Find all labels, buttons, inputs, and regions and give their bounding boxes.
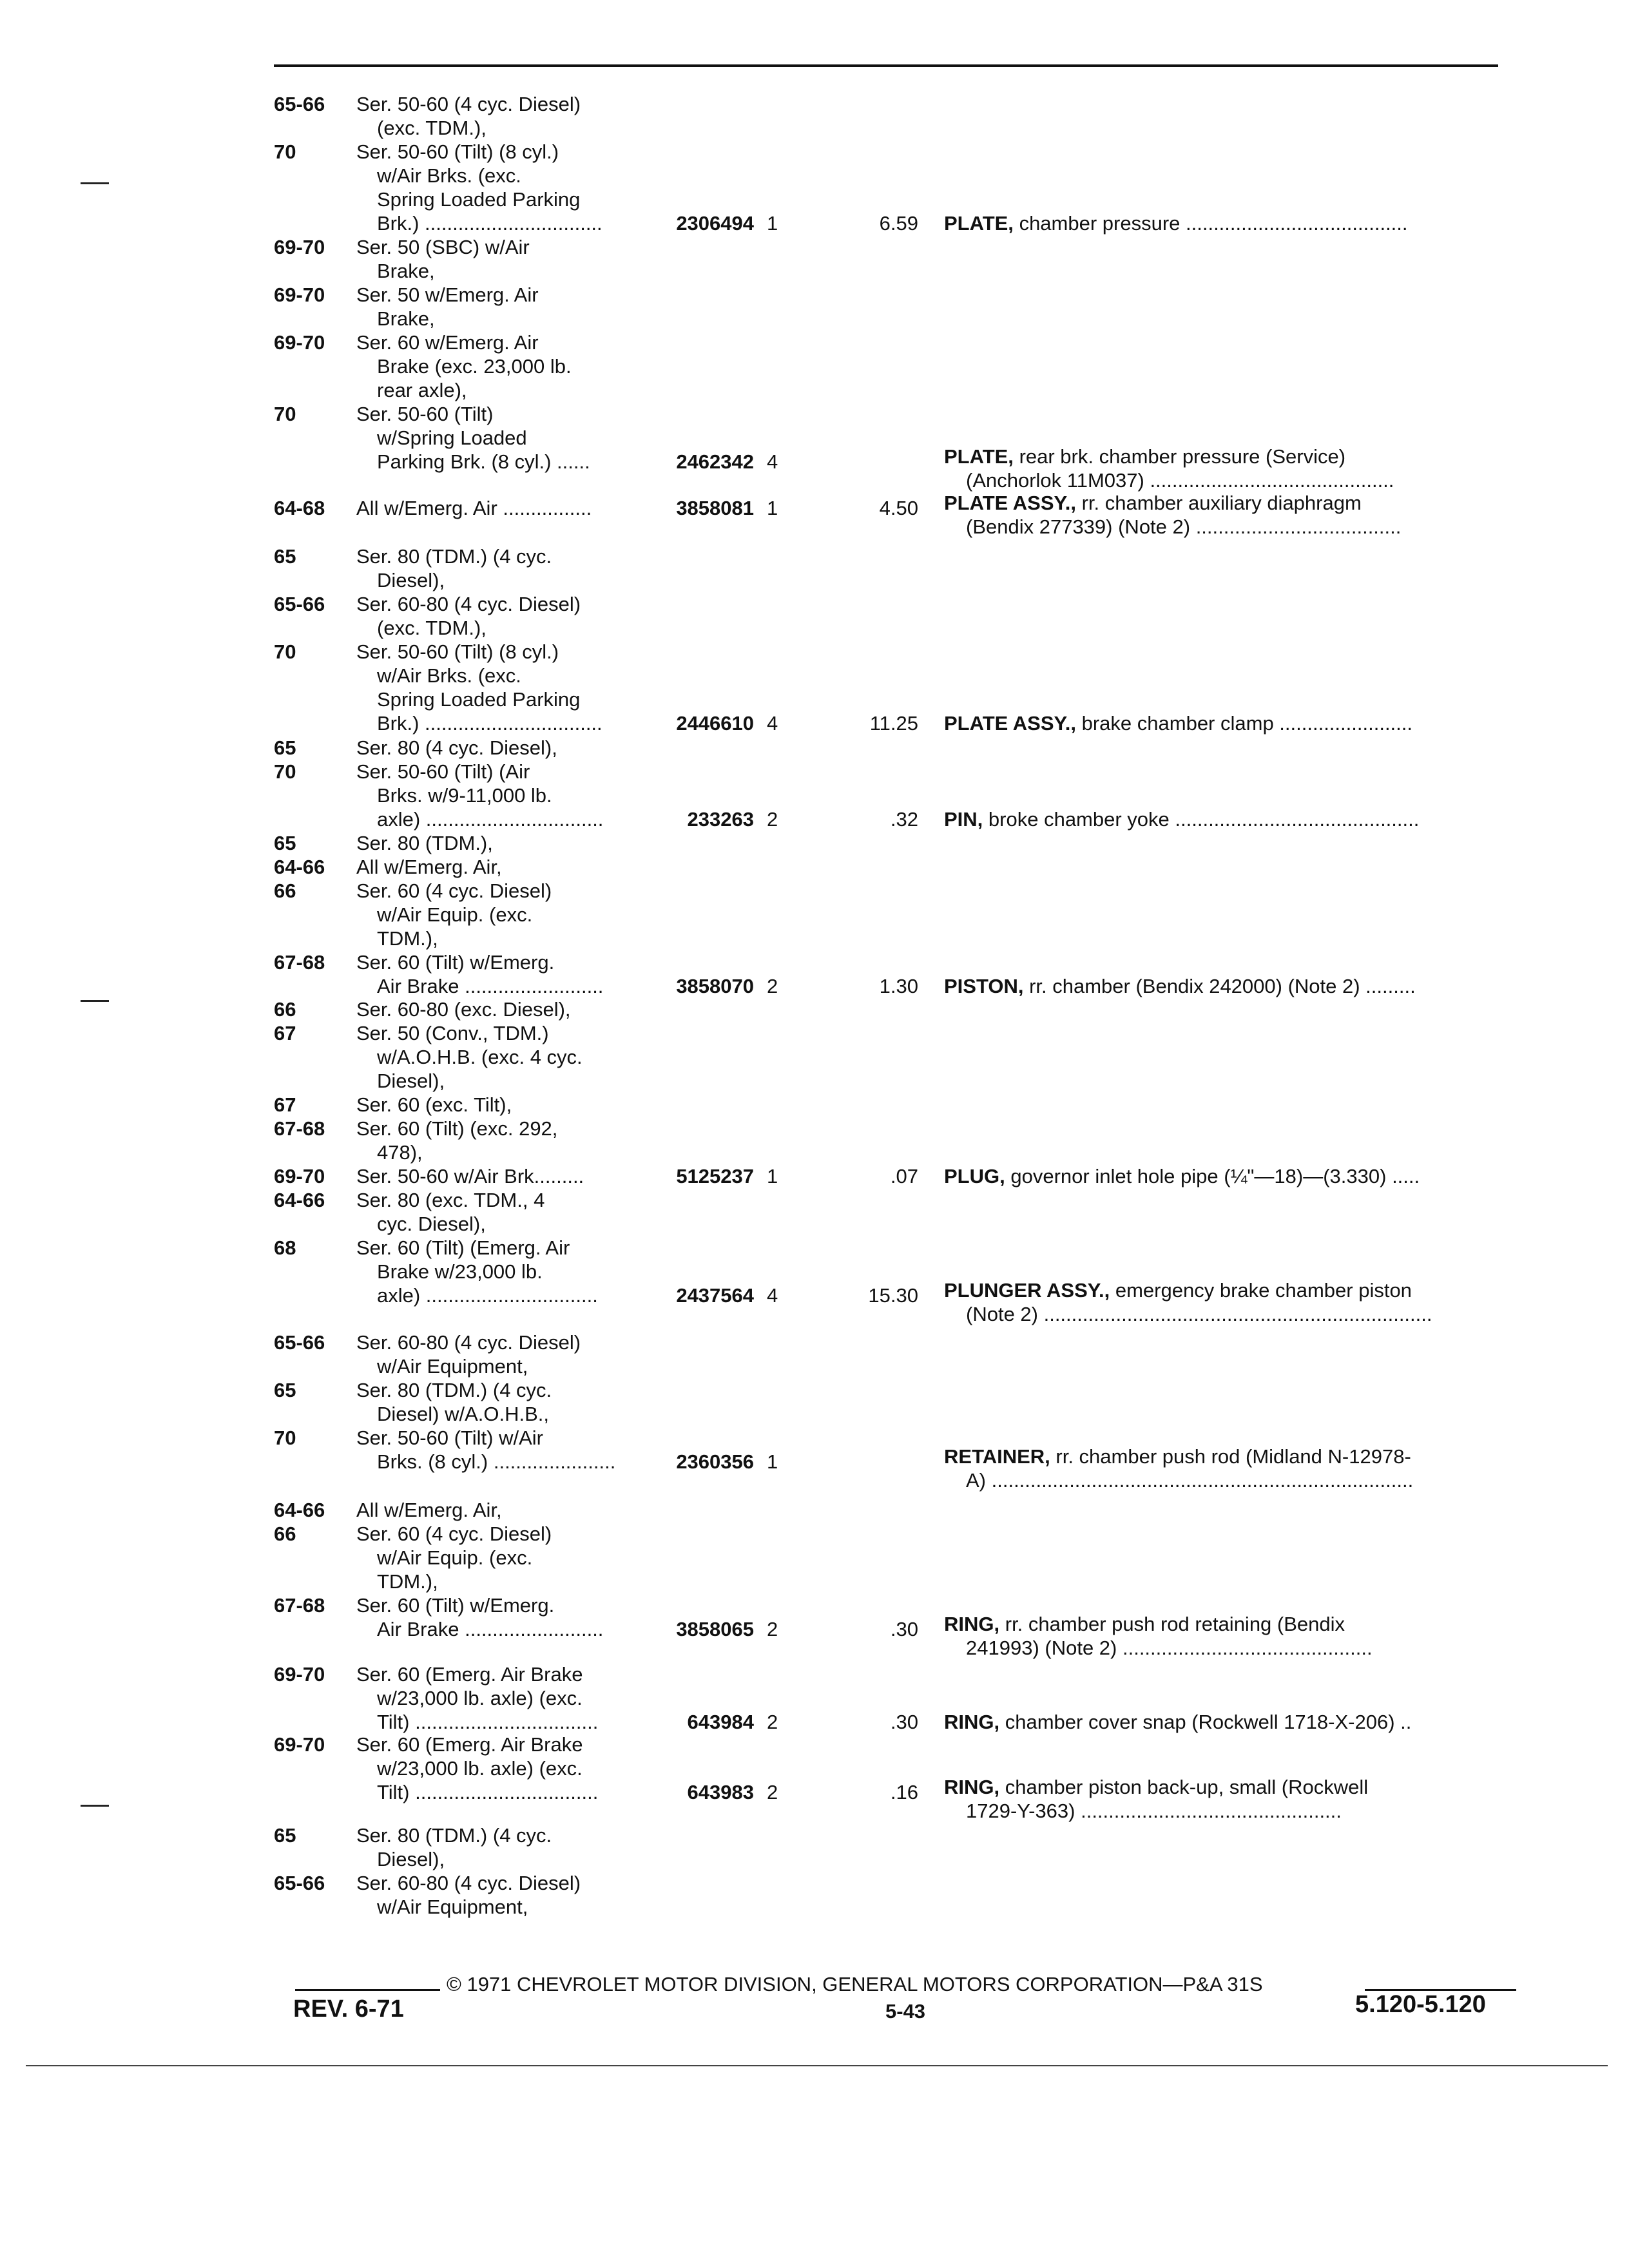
applicability-text — [356, 140, 650, 235]
applicability-text — [356, 1522, 650, 1593]
part-description-line — [944, 1612, 1521, 1636]
model-years: 67-68 — [274, 1117, 325, 1140]
part-name: RING, — [944, 1613, 1000, 1635]
part-description-text: governor inlet hole pipe (¼"—18)—(3.330) ..... — [1010, 1165, 1420, 1187]
part-description-text: rr. chamber (Bendix 242000) (Note 2) ......... — [1029, 975, 1416, 997]
applicability-line: Ser. 50-60 (Tilt) (8 cyl.) — [356, 640, 559, 663]
part-description-line — [944, 1278, 1521, 1302]
applicability-line: Ser. 50-60 (4 cyc. Diesel) — [356, 93, 581, 115]
applicability-line: axle) ............................... — [377, 1284, 598, 1307]
applicability-text — [356, 1426, 650, 1474]
applicability-line: Ser. 60 (Emerg. Air Brake — [356, 1663, 583, 1686]
section-number: 5.120-5.120 — [1355, 1991, 1486, 2018]
part-description-line — [944, 515, 1521, 539]
model-years: 65-66 — [274, 1331, 325, 1354]
applicability-text — [356, 950, 650, 998]
applicability-line: Tilt) ................................. — [377, 1711, 599, 1733]
price: .16 — [890, 1781, 918, 1803]
applicability-line: Diesel), — [377, 1070, 445, 1092]
part-number: 3858065 — [676, 1618, 754, 1640]
model-years: 70 — [274, 640, 296, 663]
applicability-line: Ser. 80 (TDM.) (4 cyc. — [356, 1824, 552, 1847]
part-name: PIN, — [944, 808, 983, 831]
part-description-text: rr. chamber auxiliary diaphragm — [1081, 492, 1362, 514]
quantity: 4 — [767, 1284, 778, 1307]
part-description-line — [944, 1468, 1521, 1492]
margin-tick — [81, 182, 109, 184]
part-description-text: A) ............................................................................ — [966, 1469, 1414, 1492]
applicability-text — [356, 283, 650, 331]
applicability-line: w/23,000 lb. axle) (exc. — [377, 1687, 583, 1709]
applicability-line: Ser. 50 (SBC) w/Air — [356, 236, 530, 258]
quantity: 4 — [767, 712, 778, 735]
page-number: 5-43 — [885, 2000, 926, 2023]
applicability-text — [356, 331, 650, 402]
applicability-line: Air Brake ......................... — [377, 1618, 604, 1640]
applicability-text — [356, 879, 650, 950]
part-description-text: chamber pressure ........................................ — [1019, 212, 1408, 235]
part-number: 643984 — [687, 1711, 754, 1733]
applicability-line: w/Air Equipment, — [377, 1896, 528, 1918]
part-description-line — [944, 711, 1521, 735]
model-years: 67-68 — [274, 951, 325, 974]
price: .30 — [890, 1618, 918, 1640]
part-description-line — [944, 1710, 1521, 1734]
quantity: 2 — [767, 1711, 778, 1733]
applicability-line: Ser. 60 (Tilt) (Emerg. Air — [356, 1236, 570, 1259]
model-years: 69-70 — [274, 331, 325, 354]
part-number: 2462342 — [676, 450, 754, 473]
model-years: 66 — [274, 879, 296, 902]
part-name: RING, — [944, 1711, 1000, 1733]
applicability-line: Brks. (8 cyl.) ...................... — [377, 1450, 616, 1473]
part-name: PLATE, — [944, 212, 1014, 235]
applicability-text — [356, 1188, 650, 1236]
applicability-line: Ser. 80 (TDM.), — [356, 832, 493, 854]
applicability-text — [356, 831, 650, 855]
applicability-text — [356, 1823, 650, 1871]
model-years: 66 — [274, 1523, 296, 1545]
applicability-line: Ser. 80 (TDM.) (4 cyc. — [356, 1379, 552, 1401]
applicability-line: Ser. 60 (Tilt) w/Emerg. — [356, 1594, 555, 1617]
part-description-line — [944, 1799, 1521, 1823]
part-name: RETAINER, — [944, 1445, 1050, 1468]
applicability-line: Parking Brk. (8 cyl.) ...... — [377, 450, 590, 473]
applicability-text — [356, 855, 650, 879]
applicability-line: Ser. 60 (4 cyc. Diesel) — [356, 1523, 552, 1545]
model-years: 70 — [274, 403, 296, 425]
price: 6.59 — [879, 212, 918, 235]
price: .30 — [890, 1711, 918, 1733]
applicability-line: w/Air Brks. (exc. — [377, 164, 521, 187]
part-description-line — [944, 1164, 1521, 1188]
model-years: 64-66 — [274, 1189, 325, 1211]
applicability-line: All w/Emerg. Air ................ — [356, 497, 592, 519]
applicability-line: Brake w/23,000 lb. — [377, 1260, 543, 1283]
part-description — [944, 974, 1521, 998]
model-years: 65 — [274, 1824, 296, 1847]
quantity: 1 — [767, 1165, 778, 1187]
model-years: 65 — [274, 545, 296, 568]
part-name: PLUG, — [944, 1165, 1005, 1187]
margin-tick — [81, 1000, 109, 1002]
part-number: 3858081 — [676, 497, 754, 519]
part-description-text: emergency brake chamber piston — [1115, 1279, 1412, 1302]
part-description-text: 241993) (Note 2) ............................................. — [966, 1637, 1373, 1659]
part-number: 2437564 — [676, 1284, 754, 1307]
copyright-line: © 1971 CHEVROLET MOTOR DIVISION, GENERAL MOTORS CORPORATION—P&A 31S — [447, 1973, 1263, 1995]
footer-rule-left — [295, 1989, 440, 1991]
part-description — [944, 1164, 1521, 1188]
applicability-line: Ser. 50-60 (Tilt) — [356, 403, 494, 425]
quantity: 1 — [767, 212, 778, 235]
top-rule — [274, 64, 1498, 67]
applicability-text — [356, 92, 650, 140]
part-description-line — [944, 1775, 1521, 1799]
applicability-text — [356, 997, 650, 1021]
part-description — [944, 1710, 1521, 1734]
applicability-line: Ser. 60 (Tilt) (exc. 292, — [356, 1117, 558, 1140]
part-number: 233263 — [687, 808, 754, 831]
applicability-line: Ser. 60 (Tilt) w/Emerg. — [356, 951, 555, 974]
part-description — [944, 1612, 1521, 1660]
applicability-text — [356, 402, 650, 474]
applicability-line: Ser. 60 (4 cyc. Diesel) — [356, 879, 552, 902]
price: 11.25 — [869, 712, 918, 735]
applicability-line: Ser. 60 w/Emerg. Air — [356, 331, 539, 354]
part-description-text: chamber piston back-up, small (Rockwell — [1005, 1776, 1369, 1798]
applicability-text — [356, 1093, 650, 1117]
applicability-text — [356, 1117, 650, 1164]
applicability-line: Ser. 60 (exc. Tilt), — [356, 1093, 512, 1116]
applicability-line: Tilt) ................................. — [377, 1781, 599, 1803]
model-years: 69-70 — [274, 284, 325, 306]
part-description-line — [944, 1445, 1521, 1468]
model-years: 70 — [274, 760, 296, 783]
model-years: 64-68 — [274, 497, 325, 519]
part-name: PLATE ASSY., — [944, 712, 1076, 735]
model-years: 68 — [274, 1236, 296, 1259]
applicability-text — [356, 1662, 650, 1734]
part-name: PLUNGER ASSY., — [944, 1279, 1110, 1302]
applicability-line: Ser. 50-60 (Tilt) (8 cyl.) — [356, 140, 559, 163]
model-years: 64-66 — [274, 856, 325, 878]
part-description-line — [944, 445, 1521, 468]
part-description-text: broke chamber yoke ............................................ — [988, 808, 1420, 831]
applicability-line: Ser. 60-80 (4 cyc. Diesel) — [356, 1872, 581, 1894]
applicability-line: cyc. Diesel), — [377, 1213, 486, 1235]
model-years: 70 — [274, 140, 296, 163]
quantity: 2 — [767, 975, 778, 997]
applicability-text — [356, 640, 650, 735]
part-name: PISTON, — [944, 975, 1024, 997]
applicability-line: rear axle), — [377, 379, 467, 401]
applicability-line: Ser. 50 (Conv., TDM.) — [356, 1022, 549, 1044]
quantity: 1 — [767, 1450, 778, 1473]
applicability-text — [356, 1871, 650, 1919]
applicability-line: Brks. w/9-11,000 lb. — [377, 784, 552, 807]
part-description — [944, 1278, 1521, 1326]
applicability-text — [356, 1021, 650, 1093]
applicability-text — [356, 1498, 650, 1522]
applicability-text — [356, 496, 650, 520]
applicability-line: Brake, — [377, 260, 435, 282]
applicability-line: TDM.), — [377, 927, 438, 950]
model-years: 65 — [274, 832, 296, 854]
part-description-text: 1729-Y-363) ............................................... — [966, 1800, 1342, 1822]
part-description — [944, 1775, 1521, 1823]
model-years: 69-70 — [274, 1733, 325, 1756]
part-description-text: (Note 2) ...................................................................... — [966, 1303, 1432, 1325]
applicability-line: Ser. 60-80 (exc. Diesel), — [356, 998, 571, 1021]
applicability-line: w/Air Equip. (exc. — [377, 1546, 533, 1569]
part-number: 2446610 — [676, 712, 754, 735]
part-number: 643983 — [687, 1781, 754, 1803]
applicability-line: Ser. 60 (Emerg. Air Brake — [356, 1733, 583, 1756]
model-years: 66 — [274, 998, 296, 1021]
applicability-text — [356, 1733, 650, 1804]
applicability-text — [356, 736, 650, 760]
applicability-text — [356, 1593, 650, 1641]
applicability-line: All w/Emerg. Air, — [356, 1499, 502, 1521]
part-description — [944, 445, 1521, 492]
applicability-line: TDM.), — [377, 1570, 438, 1593]
part-description-text: (Anchorlok 11M037) ............................................ — [966, 469, 1394, 492]
part-description-text: chamber cover snap (Rockwell 1718-X-206) .. — [1005, 1711, 1412, 1733]
applicability-line: (exc. TDM.), — [377, 617, 487, 639]
applicability-line: Ser. 60-80 (4 cyc. Diesel) — [356, 593, 581, 615]
model-years: 65-66 — [274, 93, 325, 115]
applicability-line: Diesel) w/A.O.H.B., — [377, 1403, 549, 1425]
applicability-line: Brake, — [377, 307, 435, 330]
applicability-line: Ser. 80 (TDM.) (4 cyc. — [356, 545, 552, 568]
quantity: 1 — [767, 497, 778, 519]
applicability-text — [356, 235, 650, 283]
part-description-line — [944, 468, 1521, 492]
applicability-line: Brk.) ................................ — [377, 212, 602, 235]
part-number: 2360356 — [676, 1450, 754, 1473]
part-number: 5125237 — [676, 1165, 754, 1187]
model-years: 70 — [274, 1427, 296, 1449]
model-years: 65 — [274, 736, 296, 759]
applicability-line: w/Air Equip. (exc. — [377, 903, 533, 926]
model-years: 67 — [274, 1022, 296, 1044]
part-description-line — [944, 1302, 1521, 1326]
part-description-line — [944, 1636, 1521, 1660]
price: 15.30 — [868, 1284, 918, 1307]
applicability-line: (exc. TDM.), — [377, 117, 487, 139]
part-description-line — [944, 974, 1521, 998]
part-description-line — [944, 807, 1521, 831]
model-years: 67 — [274, 1093, 296, 1116]
model-years: 67-68 — [274, 1594, 325, 1617]
part-description — [944, 491, 1521, 539]
applicability-line: w/23,000 lb. axle) (exc. — [377, 1757, 583, 1780]
applicability-line: w/Air Equipment, — [377, 1355, 528, 1378]
part-description-text: rear brk. chamber pressure (Service) — [1019, 445, 1346, 468]
applicability-line: Diesel), — [377, 569, 445, 591]
model-years: 69-70 — [274, 1663, 325, 1686]
applicability-line: Spring Loaded Parking — [377, 688, 581, 711]
applicability-line: Ser. 50 w/Emerg. Air — [356, 284, 539, 306]
price: .07 — [890, 1165, 918, 1187]
quantity: 2 — [767, 808, 778, 831]
price: 4.50 — [879, 497, 918, 519]
part-description-text: (Bendix 277339) (Note 2) ..................................... — [966, 515, 1402, 538]
part-description — [944, 807, 1521, 831]
bottom-rule — [26, 2065, 1608, 2066]
model-years: 65 — [274, 1379, 296, 1401]
applicability-line: All w/Emerg. Air, — [356, 856, 502, 878]
applicability-text — [356, 1164, 650, 1188]
applicability-line: w/Air Brks. (exc. — [377, 664, 521, 687]
applicability-text — [356, 1378, 650, 1426]
part-description-text: rr. chamber push rod (Midland N-12978- — [1055, 1445, 1411, 1468]
part-description — [944, 211, 1521, 235]
part-name: RING, — [944, 1776, 1000, 1798]
part-description — [944, 1445, 1521, 1492]
applicability-line: Spring Loaded Parking — [377, 188, 581, 211]
applicability-line: 478), — [377, 1141, 423, 1164]
model-years: 69-70 — [274, 1165, 325, 1187]
part-name: PLATE, — [944, 445, 1014, 468]
model-years: 69-70 — [274, 236, 325, 258]
quantity: 2 — [767, 1618, 778, 1640]
applicability-line: Air Brake ......................... — [377, 975, 604, 997]
applicability-line: Ser. 60-80 (4 cyc. Diesel) — [356, 1331, 581, 1354]
applicability-text — [356, 760, 650, 831]
applicability-text — [356, 592, 650, 640]
quantity: 2 — [767, 1781, 778, 1803]
part-description-line — [944, 211, 1521, 235]
model-years: 65-66 — [274, 593, 325, 615]
applicability-line: Brk.) ................................ — [377, 712, 602, 735]
part-description-text: brake chamber clamp ........................ — [1081, 712, 1413, 735]
part-description-line — [944, 491, 1521, 515]
applicability-line: w/A.O.H.B. (exc. 4 cyc. — [377, 1046, 583, 1068]
margin-tick — [81, 1805, 109, 1807]
applicability-line: Ser. 50-60 w/Air Brk......... — [356, 1165, 584, 1187]
part-description — [944, 711, 1521, 735]
applicability-line: Ser. 80 (4 cyc. Diesel), — [356, 736, 557, 759]
price: 1.30 — [879, 975, 918, 997]
applicability-line: Brake (exc. 23,000 lb. — [377, 355, 572, 378]
applicability-line: Ser. 50-60 (Tilt) (Air — [356, 760, 530, 783]
applicability-line: Ser. 80 (exc. TDM., 4 — [356, 1189, 545, 1211]
revision-label: REV. 6-71 — [293, 1995, 404, 2023]
part-number: 3858070 — [676, 975, 754, 997]
applicability-line: axle) ................................ — [377, 808, 604, 831]
applicability-text — [356, 1331, 650, 1378]
price: .32 — [890, 808, 918, 831]
model-years: 64-66 — [274, 1499, 325, 1521]
part-number: 2306494 — [676, 212, 754, 235]
applicability-text — [356, 1236, 650, 1307]
model-years: 65-66 — [274, 1872, 325, 1894]
applicability-line: Diesel), — [377, 1848, 445, 1870]
part-description-text: rr. chamber push rod retaining (Bendix — [1005, 1613, 1345, 1635]
applicability-line: Ser. 50-60 (Tilt) w/Air — [356, 1427, 543, 1449]
applicability-text — [356, 544, 650, 592]
applicability-line: w/Spring Loaded — [377, 427, 527, 449]
quantity: 4 — [767, 450, 778, 473]
part-name: PLATE ASSY., — [944, 492, 1076, 514]
